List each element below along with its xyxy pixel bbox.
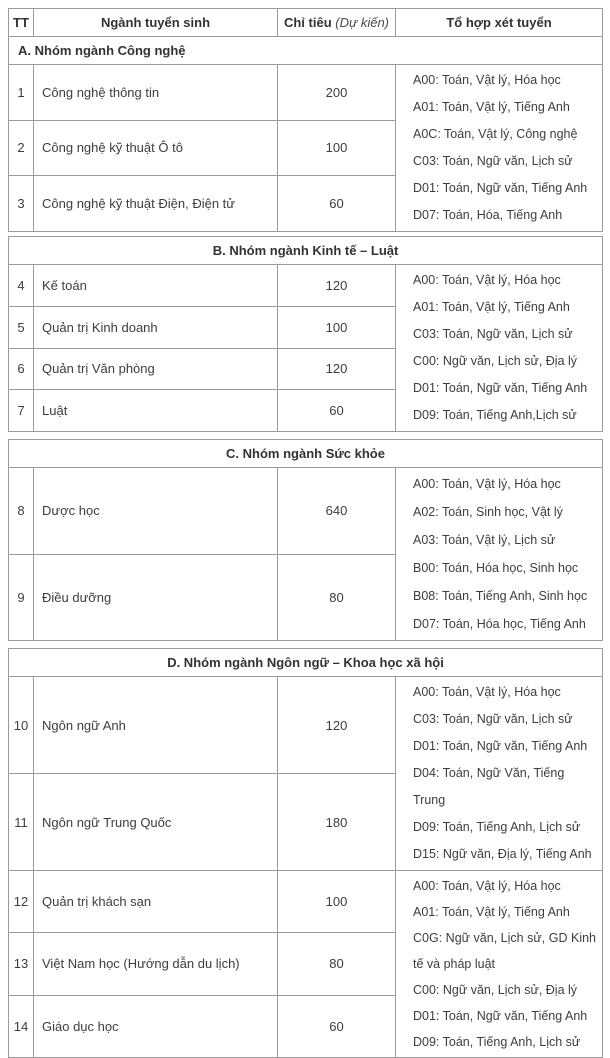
major-cell: Quản trị Văn phòng: [34, 348, 278, 390]
tt-cell: 13: [9, 933, 34, 995]
combo-line: C00: Ngữ văn, Lịch sử, Địa lý: [413, 354, 578, 368]
column-header-tt: TT: [9, 9, 34, 37]
quota-note: (Dự kiến): [335, 15, 390, 30]
column-header-combos: Tổ hợp xét tuyển: [396, 9, 603, 37]
quota-cell: 80: [278, 554, 396, 641]
section-table-b: [8, 236, 603, 432]
quota-cell: 100: [278, 871, 396, 933]
tt-cell: 9: [9, 554, 34, 641]
quota-cell: 180: [278, 774, 396, 871]
table-row: [9, 468, 603, 555]
column-header-major: Ngành tuyển sinh: [34, 9, 278, 37]
major-cell: Kế toán: [34, 265, 278, 307]
quota-cell: 60: [278, 995, 396, 1057]
combo-line: A00: Toán, Vật lý, Hóa học: [413, 73, 561, 87]
combo-line: D09: Toán, Tiếng Anh, Lịch sử: [413, 1035, 581, 1049]
tt-cell: 8: [9, 468, 34, 555]
section-header-c: [9, 440, 603, 468]
quota-cell: 80: [278, 933, 396, 995]
quota-label: Chỉ tiêu: [283, 15, 332, 30]
major-cell: Công nghệ kỹ thuật Ô tô: [34, 120, 278, 176]
section-title: B. Nhóm ngành Kinh tế – Luật: [9, 237, 603, 265]
major-cell: Điều dưỡng: [34, 554, 278, 641]
major-cell: Dược học: [34, 468, 278, 555]
combo-line: A00: Toán, Vật lý, Hóa học: [413, 273, 561, 287]
column-header-row: [9, 9, 603, 37]
combo-line: C03: Toán, Ngữ văn, Lịch sử: [413, 154, 573, 168]
section-title: C. Nhóm ngành Sức khỏe: [9, 440, 603, 468]
combo-line: A01: Toán, Vật lý, Tiếng Anh: [413, 300, 570, 314]
combos-cell: [396, 265, 603, 432]
combo-line: C00: Ngữ văn, Lịch sử, Địa lý: [413, 983, 578, 997]
combo-line: D01: Toán, Ngữ văn, Tiếng Anh: [413, 739, 588, 753]
combo-line: A0C: Toán, Vật lý, Công nghệ: [413, 127, 578, 141]
combo-line: D09: Toán, Tiếng Anh,Lịch sử: [413, 408, 577, 422]
tt-cell: 7: [9, 390, 34, 432]
tt-cell: 6: [9, 348, 34, 390]
table-row: [9, 871, 603, 933]
combo-line: C03: Toán, Ngữ văn, Lịch sử: [413, 327, 573, 341]
tt-cell: 5: [9, 306, 34, 348]
combo-line: A00: Toán, Vật lý, Hóa học: [413, 477, 561, 491]
combos-cell: [396, 65, 603, 232]
major-cell: Việt Nam học (Hướng dẫn du lịch): [34, 933, 278, 995]
tt-cell: 3: [9, 176, 34, 232]
combo-line: A01: Toán, Vật lý, Tiếng Anh: [413, 905, 570, 919]
quota-cell: 120: [278, 348, 396, 390]
major-cell: Luật: [34, 390, 278, 432]
combo-line: C0G: Ngữ văn, Lịch sử, GD Kinh tế và pháp luật: [413, 931, 597, 971]
combo-line: B00: Toán, Hóa học, Sinh học: [413, 561, 579, 575]
combo-line: D15: Ngữ văn, Địa lý, Tiếng Anh: [413, 847, 592, 861]
section-table-d: [8, 648, 603, 1058]
section-header-b: [9, 237, 603, 265]
tt-cell: 4: [9, 265, 34, 307]
table-row: [9, 265, 603, 307]
tt-cell: 1: [9, 65, 34, 121]
tt-cell: 12: [9, 871, 34, 933]
combo-line: D07: Toán, Hóa học, Tiếng Anh: [413, 617, 586, 631]
section-table-c: [8, 439, 603, 641]
tt-cell: 14: [9, 995, 34, 1057]
major-cell: Giáo dục học: [34, 995, 278, 1057]
major-cell: Công nghệ thông tin: [34, 65, 278, 121]
table-row: [9, 65, 603, 121]
quota-cell: 60: [278, 390, 396, 432]
quota-cell: 100: [278, 306, 396, 348]
major-cell: Ngôn ngữ Trung Quốc: [34, 774, 278, 871]
combo-line: C03: Toán, Ngữ văn, Lịch sử: [413, 712, 573, 726]
tt-cell: 10: [9, 677, 34, 774]
combo-line: D01: Toán, Ngữ văn, Tiếng Anh: [413, 181, 588, 195]
section-header-a: [9, 37, 603, 65]
tt-cell: 2: [9, 120, 34, 176]
major-cell: Quản trị khách sạn: [34, 871, 278, 933]
table-row: [9, 677, 603, 774]
combo-line: A00: Toán, Vật lý, Hóa học: [413, 685, 561, 699]
major-cell: Ngôn ngữ Anh: [34, 677, 278, 774]
combos-cell: [396, 677, 603, 871]
combo-line: D04: Toán, Ngữ Văn, Tiếng Trung: [413, 766, 565, 807]
section-table-a: [8, 8, 603, 232]
combo-line: D09: Toán, Tiếng Anh, Lịch sử: [413, 820, 581, 834]
quota-cell: 200: [278, 65, 396, 121]
tt-cell: 11: [9, 774, 34, 871]
quota-cell: 100: [278, 120, 396, 176]
combo-line: D01: Toán, Ngữ văn, Tiếng Anh: [413, 381, 588, 395]
combo-line: A03: Toán, Vật lý, Lịch sử: [413, 533, 556, 547]
combos-cell: [396, 871, 603, 1058]
quota-cell: 640: [278, 468, 396, 555]
section-title: A. Nhóm ngành Công nghệ: [9, 37, 603, 65]
combo-line: D01: Toán, Ngữ văn, Tiếng Anh: [413, 1009, 588, 1023]
section-title: D. Nhóm ngành Ngôn ngữ – Khoa học xã hội: [9, 649, 603, 677]
combo-line: B08: Toán, Tiếng Anh, Sinh học: [413, 589, 588, 603]
combo-line: D07: Toán, Hóa, Tiếng Anh: [413, 208, 563, 222]
quota-cell: 120: [278, 265, 396, 307]
column-header-quota: [278, 9, 396, 37]
major-cell: Quản trị Kinh doanh: [34, 306, 278, 348]
section-header-d: [9, 649, 603, 677]
major-cell: Công nghệ kỹ thuật Điện, Điện tử: [34, 176, 278, 232]
combo-line: A01: Toán, Vật lý, Tiếng Anh: [413, 100, 570, 114]
combo-line: A00: Toán, Vật lý, Hóa học: [413, 879, 561, 893]
quota-cell: 120: [278, 677, 396, 774]
combo-line: A02: Toán, Sinh học, Vật lý: [413, 505, 563, 519]
combos-cell: [396, 468, 603, 641]
quota-cell: 60: [278, 176, 396, 232]
